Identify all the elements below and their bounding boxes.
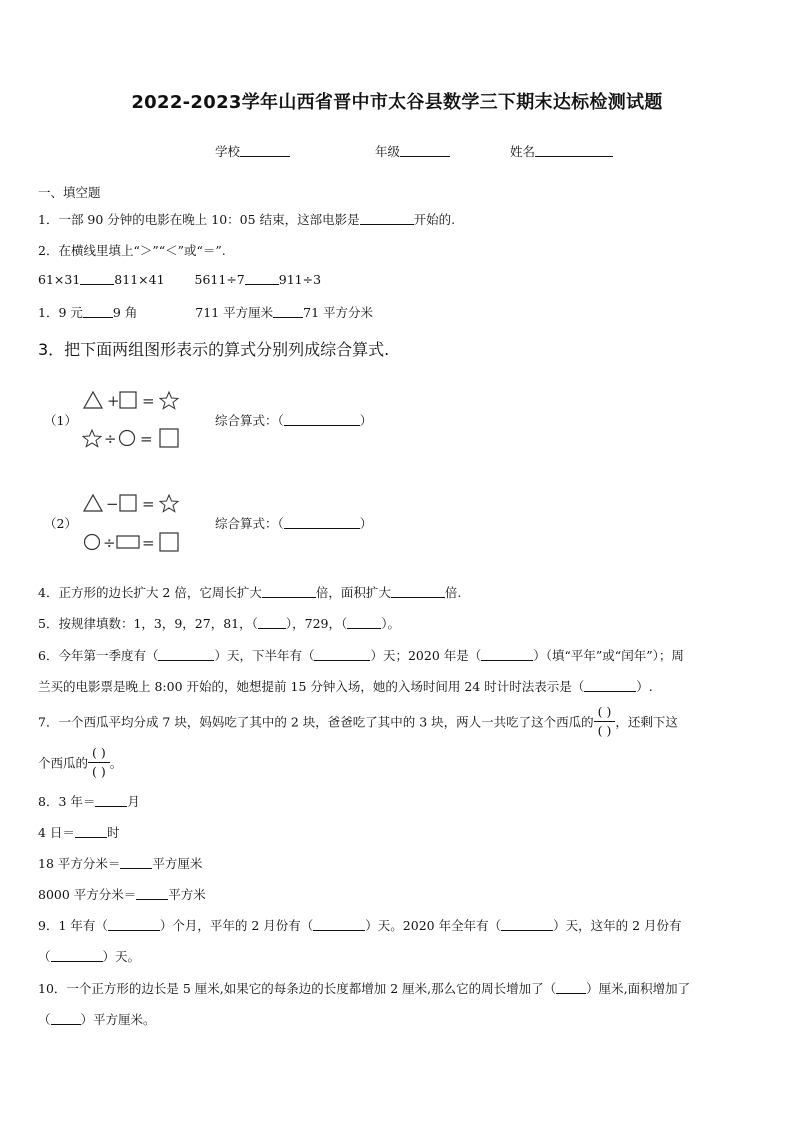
circle-icon xyxy=(120,431,135,446)
name-label: 姓名 xyxy=(510,144,536,159)
plus-sign: + xyxy=(107,392,120,410)
q8-unit-1: 月 xyxy=(127,794,140,809)
q6-text-4: ）（填“平年”或“闰年”）；周 xyxy=(533,648,684,663)
q4-text: 4．正方形的边长扩大 2 倍，它周长扩大 xyxy=(38,585,262,600)
q4-text-3: 倍. xyxy=(444,585,462,600)
question-4 xyxy=(38,583,461,601)
q10-open-paren: （ xyxy=(38,1012,51,1027)
q5-blank-1[interactable] xyxy=(258,616,286,629)
school-field xyxy=(215,142,290,160)
q2-expr-3: 5611÷7 xyxy=(194,272,245,287)
q3-group-2-row-1 xyxy=(82,492,192,514)
divide-sign: ÷ xyxy=(103,534,116,552)
question-2: 2．在横线里填上“＞”“＜”或“＝”. xyxy=(38,243,226,258)
q3-group-1-row-1 xyxy=(82,389,192,411)
q9-text-5: ）天。 xyxy=(102,949,141,964)
q8-text-2: 4 日＝ xyxy=(38,825,75,840)
q9-blank-1[interactable] xyxy=(108,918,160,931)
question-8-d xyxy=(38,885,206,903)
equals-sign: = xyxy=(142,495,155,513)
q2-expr-2: 811×41 xyxy=(114,272,165,287)
q1-text: 1．一部 90 分钟的电影在晚上 10：05 结束，这部电影是 xyxy=(38,212,360,227)
rectangle-icon xyxy=(117,536,139,548)
grade-blank[interactable] xyxy=(400,144,450,157)
formula-label: 综合算式：（ xyxy=(215,516,284,531)
square-icon xyxy=(120,392,136,408)
shape-equation-1b xyxy=(82,427,192,449)
square-icon xyxy=(160,533,178,551)
q8-blank-2[interactable] xyxy=(75,825,107,838)
q2-expr-8: 71 平方分米 xyxy=(303,305,374,320)
q9-blank-3[interactable] xyxy=(501,918,553,931)
star-icon xyxy=(160,392,178,409)
question-7-line-2 xyxy=(38,745,122,780)
q6-blank-4[interactable] xyxy=(584,679,636,692)
q8-blank-1[interactable] xyxy=(95,794,127,807)
q2-expr-4: 911÷3 xyxy=(278,272,322,287)
q5-text-3: ）。 xyxy=(381,616,400,631)
q7-fraction-1[interactable] xyxy=(594,704,616,739)
equals-sign: = xyxy=(142,534,155,552)
question-3: 3．把下面两组图形表示的算式分别列成综合算式. xyxy=(38,340,390,359)
q9-blank-2[interactable] xyxy=(313,918,365,931)
q9-text-3: ）天。2020 年全年有（ xyxy=(365,918,502,933)
q6-blank-1[interactable] xyxy=(158,648,214,661)
q3-group-1-label: （1） xyxy=(44,413,77,428)
name-blank[interactable] xyxy=(535,144,613,157)
grade-label: 年级 xyxy=(375,144,401,159)
question-8-a xyxy=(38,792,140,810)
question-7-line-1 xyxy=(38,704,678,739)
q3-group-1-row-2 xyxy=(82,427,192,449)
q8-text-4: 8000 平方分米＝ xyxy=(38,887,137,902)
q1-blank[interactable] xyxy=(360,212,414,225)
q2-blank-3[interactable] xyxy=(83,305,113,318)
question-6-line-2 xyxy=(38,677,653,695)
q3-group-2-row-2 xyxy=(82,531,192,553)
question-9-line-2 xyxy=(38,947,140,965)
q3-answer-2[interactable] xyxy=(284,516,360,529)
q4-text-2: 倍，面积扩大 xyxy=(315,585,391,600)
q8-unit-3: 平方厘米 xyxy=(152,856,203,871)
q3-answer-1[interactable] xyxy=(284,413,360,426)
star-icon xyxy=(83,430,101,447)
question-10-line-2 xyxy=(38,1010,156,1028)
fraction-denominator: ( ) xyxy=(597,723,612,738)
q5-blank-2[interactable] xyxy=(347,616,381,629)
fraction-numerator: ( ) xyxy=(92,745,106,760)
q2-expr-1: 61×31 xyxy=(38,272,81,287)
q6-blank-2[interactable] xyxy=(314,648,370,661)
triangle-icon xyxy=(84,392,102,408)
q7-text: 7．一个西瓜平均分成 7 块，妈妈吃了其中的 2 块，爸爸吃了其中的 3 块，两人一共吃了这个西瓜的 xyxy=(38,714,594,730)
q7-text-4: 。 xyxy=(109,755,123,771)
q6-text-6: ）. xyxy=(636,679,653,694)
q2-expr-6: 9 角 xyxy=(112,305,138,320)
q6-blank-3[interactable] xyxy=(481,648,533,661)
q8-blank-3[interactable] xyxy=(120,856,152,869)
star-icon xyxy=(160,495,178,512)
q7-text-2: ，还剩下这 xyxy=(615,714,678,730)
square-icon xyxy=(160,429,178,447)
formula-label: 综合算式：（ xyxy=(215,413,284,428)
question-6-line-1 xyxy=(38,646,684,664)
q3-formula-2 xyxy=(215,514,372,532)
q6-text: 6．今年第一季度有（ xyxy=(38,648,159,663)
q5-text: 5．按规律填数：1，3，9，27，81，（ xyxy=(38,616,258,631)
question-8-b xyxy=(38,823,119,841)
question-5 xyxy=(38,614,400,632)
question-1 xyxy=(38,210,455,228)
question-10-line-1 xyxy=(38,979,690,997)
q6-text-2: ）天，下半年有（ xyxy=(214,648,315,663)
q3-formula-1 xyxy=(215,411,372,429)
q2-expr-5: 1．9 元 xyxy=(38,305,83,320)
shape-equation-2b xyxy=(82,531,192,553)
question-8-c xyxy=(38,854,202,872)
q8-blank-4[interactable] xyxy=(136,887,168,900)
q2-blank-4[interactable] xyxy=(273,305,303,318)
q10-text-2: ）厘米,面积增加了 xyxy=(586,981,691,996)
q8-unit-2: 时 xyxy=(106,825,120,840)
q9-text: 9．1 年有（ xyxy=(38,918,108,933)
q2-expr-7: 711 平方厘米 xyxy=(195,305,274,320)
q10-blank-2[interactable] xyxy=(51,1012,81,1025)
close-paren: ） xyxy=(359,413,373,428)
q2-blank-1[interactable] xyxy=(80,272,114,285)
q8-text-3: 18 平方分米＝ xyxy=(38,856,121,871)
q1-suffix: 开始的. xyxy=(413,212,456,227)
q2-blank-2[interactable] xyxy=(245,272,279,285)
square-icon xyxy=(120,495,136,511)
section-heading: 一、填空题 xyxy=(38,185,101,200)
q7-text-3: 个西瓜的 xyxy=(38,755,89,771)
q4-blank-2[interactable] xyxy=(391,585,445,598)
q5-text-2: ），729，（ xyxy=(285,616,348,631)
q6-text-5: 兰买的电影票是晚上 8:00 开始的，她想提前 15 分钟入场，她的入场时间用 24 时计时法表示是（ xyxy=(38,679,585,694)
page-title: 2022-2023学年山西省晋中市太谷县数学三下期末达标检测试题 xyxy=(131,92,663,113)
school-label: 学校 xyxy=(215,144,241,159)
triangle-icon xyxy=(84,495,102,511)
equals-sign: = xyxy=(140,430,153,448)
q6-text-3: ）天；2020 年是（ xyxy=(370,648,482,663)
q4-blank-1[interactable] xyxy=(262,585,316,598)
q8-text-1: 8．3 年＝ xyxy=(38,794,96,809)
q9-text-4: ）天，这年的 2 月份有 xyxy=(553,918,682,933)
fraction-numerator: ( ) xyxy=(597,704,612,719)
q2-row-2 xyxy=(38,303,373,321)
divide-sign: ÷ xyxy=(104,430,117,448)
q3-group-2-label: （2） xyxy=(44,516,77,531)
q8-unit-4: 平方米 xyxy=(168,887,206,902)
equals-sign: = xyxy=(142,392,155,410)
q10-text: 10．一个正方形的边长是 5 厘米,如果它的每条边的长度都增加 2 厘米,那么它的周长增加了（ xyxy=(38,981,557,996)
q9-blank-4[interactable] xyxy=(51,949,103,962)
q9-text-2: ）个月，平年的 2 月份有（ xyxy=(159,918,314,933)
fraction-denominator: ( ) xyxy=(92,764,106,779)
grade-field xyxy=(375,142,450,160)
q9-open-paren: （ xyxy=(38,949,51,964)
q7-fraction-2[interactable] xyxy=(88,745,110,780)
shape-equation-1a xyxy=(82,389,192,411)
shape-equation-2a xyxy=(82,492,192,514)
q2-row-1 xyxy=(38,272,321,287)
school-blank[interactable] xyxy=(240,144,290,157)
question-9-line-1 xyxy=(38,916,682,934)
q10-text-3: ）平方厘米。 xyxy=(80,1012,156,1027)
name-field xyxy=(510,142,613,160)
q10-blank-1[interactable] xyxy=(556,981,586,994)
circle-icon xyxy=(85,535,100,550)
close-paren: ） xyxy=(359,516,373,531)
minus-sign: − xyxy=(106,495,119,513)
